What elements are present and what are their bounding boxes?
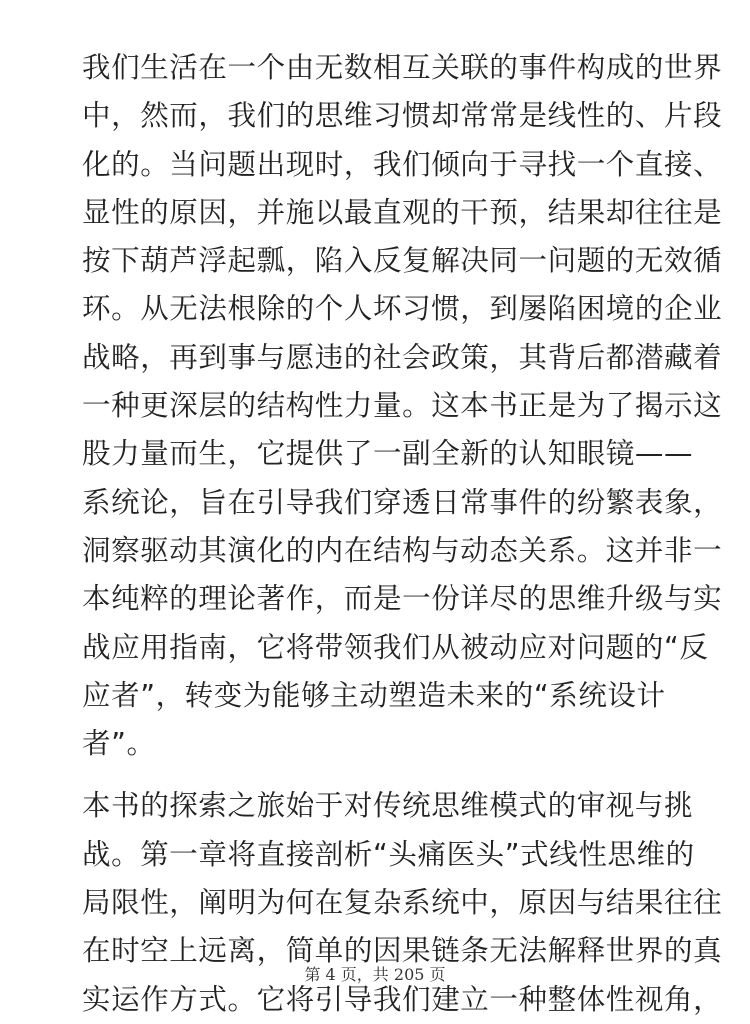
page-number-footer: 第 4 页，共 205 页 xyxy=(304,965,446,984)
text-line: 本书的探索之旅始于对传统思维模式的审视与挑 xyxy=(82,789,694,823)
text-line: 一种更深层的结构性力量。这本书正是为了揭示这 xyxy=(82,389,723,423)
text-line: 战。第一章将直接剖析“头痛医头”式线性思维的 xyxy=(82,837,695,871)
text-line: 应者”，转变为能够主动塑造未来的“系统设计 xyxy=(82,678,666,712)
text-line: 系统论，旨在引导我们穿透日常事件的纷繁表象， xyxy=(82,485,723,519)
text-line: 战应用指南，它将带领我们从被动应对问题的“反 xyxy=(82,630,709,664)
text-line: 我们生活在一个由无数相互关联的事件构成的世界 xyxy=(82,51,723,84)
text-line: 环。从无法根除的个人坏习惯，到屡陷困境的企业 xyxy=(82,292,723,326)
text-line: 化的。当问题出现时，我们倾向于寻找一个直接、 xyxy=(82,147,723,181)
body-text xyxy=(82,44,723,1024)
text-line: 股力量而生，它提供了一副全新的认知眼镜—— xyxy=(82,437,694,471)
text-line: 局限性，阐明为何在复杂系统中，原因与结果往往 xyxy=(82,886,723,920)
paragraph-1 xyxy=(82,44,723,768)
text-line: 在时空上远离，简单的因果链条无法解释世界的真 xyxy=(82,934,723,968)
text-line: 按下葫芦浮起瓢，陷入反复解决同一问题的无效循 xyxy=(82,244,723,278)
text-line: 中，然而，我们的思维习惯却常常是线性的、片段 xyxy=(82,99,723,133)
text-line: 实运作方式。它将引导我们建立一种整体性视角， xyxy=(82,982,723,1016)
text-line: 战略，再到事与愿违的社会政策，其背后都潜藏着 xyxy=(82,340,723,374)
text-line: 者”。 xyxy=(82,727,156,761)
text-line: 显性的原因，并施以最直观的干预，结果却往往是 xyxy=(82,195,723,229)
paragraph-2 xyxy=(82,782,723,1023)
text-line: 洞察驱动其演化的内在结构与动态关系。这并非一 xyxy=(82,533,723,567)
text-line: 本纯粹的理论著作，而是一份详尽的思维升级与实 xyxy=(82,582,723,616)
